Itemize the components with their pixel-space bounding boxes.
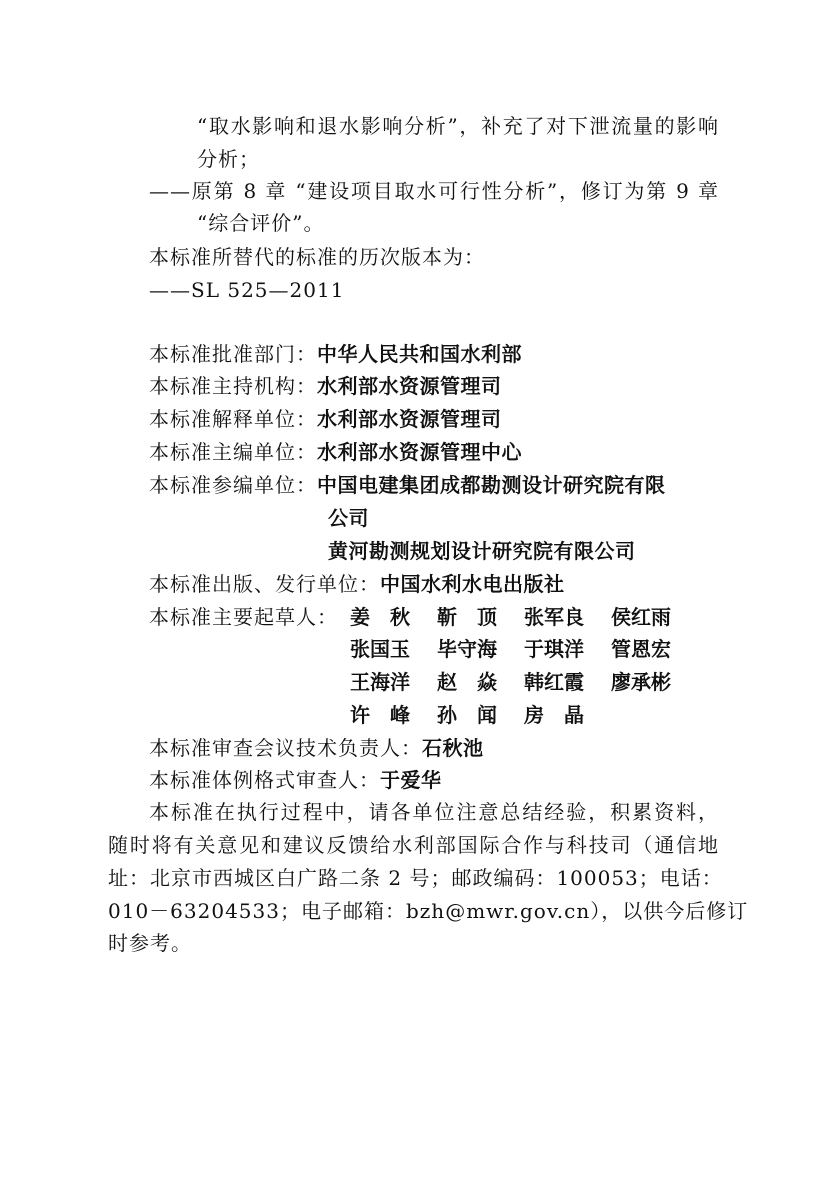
publisher-value: 中国水利水电出版社: [380, 572, 565, 596]
approval-value: 中华人民共和国水利部: [317, 342, 522, 366]
drafter-name: 廖承彬: [611, 670, 671, 694]
participant-row: [149, 469, 666, 501]
participant-value-3: 黄河勘测规划设计研究院有限公司: [328, 539, 636, 563]
drafter-name: 管恩宏: [611, 637, 671, 661]
editor-row: [149, 436, 522, 468]
interpret-label: 本标准解释单位：: [149, 407, 317, 431]
drafters-label: 本标准主要起草人：: [149, 605, 338, 629]
change-line-3: ——原第 8 章 “建设项目取水可行性分析”，修订为第 9 章: [149, 179, 719, 203]
drafter-name: 毕守海: [437, 637, 497, 661]
editor-label: 本标准主编单位：: [149, 440, 317, 464]
drafter-name: 王海洋: [350, 670, 410, 694]
history-version: ——SL 525—2011: [149, 278, 345, 302]
host-row: [149, 370, 502, 402]
drafter-name: 房 晶: [524, 703, 584, 727]
drafter-name: 赵 焱: [437, 670, 497, 694]
host-label: 本标准主持机构：: [149, 374, 317, 398]
change-line-2: 分析；: [197, 147, 260, 171]
history-intro: 本标准所替代的标准的历次版本为：: [149, 245, 485, 269]
feedback-line-1: 本标准在执行过程中，请各单位注意总结经验，积累资料，: [149, 800, 719, 824]
drafter-name: 许 峰: [350, 703, 410, 727]
drafter-name: 于琪洋: [524, 637, 584, 661]
drafter-name: 姜 秋: [350, 605, 410, 629]
approval-row: [149, 338, 522, 370]
change-line-1: “取水影响和退水影响分析”，补充了对下泄流量的影响: [197, 114, 719, 138]
drafter-name: 张军良: [524, 605, 584, 629]
drafter-name: 张国玉: [350, 637, 410, 661]
publisher-label: 本标准出版、发行单位：: [149, 572, 380, 596]
change-line-4: “综合评价”。: [197, 211, 325, 235]
review-row: [149, 732, 484, 764]
feedback-line-5: 时参考。: [108, 931, 192, 955]
drafter-name: 孙 闻: [437, 703, 497, 727]
feedback-line-4: 010－63204533；电子邮箱：bzh@mwr.gov.cn），以供今后修订: [108, 899, 749, 923]
host-value: 水利部水资源管理司: [317, 374, 502, 398]
format-value: 于爱华: [380, 768, 442, 792]
drafter-name: 侯红雨: [611, 605, 671, 629]
publisher-row: [149, 568, 565, 600]
drafter-name: 韩红霞: [524, 670, 584, 694]
format-row: [149, 764, 442, 796]
review-value: 石秋池: [422, 736, 484, 760]
interpret-row: [149, 403, 502, 435]
format-label: 本标准体例格式审查人：: [149, 768, 380, 792]
drafter-name: 靳 顶: [437, 605, 497, 629]
participant-value-1: 中国电建集团成都勘测设计研究院有限: [317, 473, 666, 497]
review-label: 本标准审查会议技术负责人：: [149, 736, 422, 760]
feedback-line-2: 随时将有关意见和建议反馈给水利部国际合作与科技司（通信地: [108, 833, 719, 857]
participant-value-2: 公司: [328, 506, 369, 530]
interpret-value: 水利部水资源管理司: [317, 407, 502, 431]
participant-label: 本标准参编单位：: [149, 473, 317, 497]
editor-value: 水利部水资源管理中心: [317, 440, 522, 464]
feedback-line-3: 址：北京市西城区白广路二条 2 号；邮政编码：100053；电话：: [108, 866, 723, 890]
approval-label: 本标准批准部门：: [149, 342, 317, 366]
